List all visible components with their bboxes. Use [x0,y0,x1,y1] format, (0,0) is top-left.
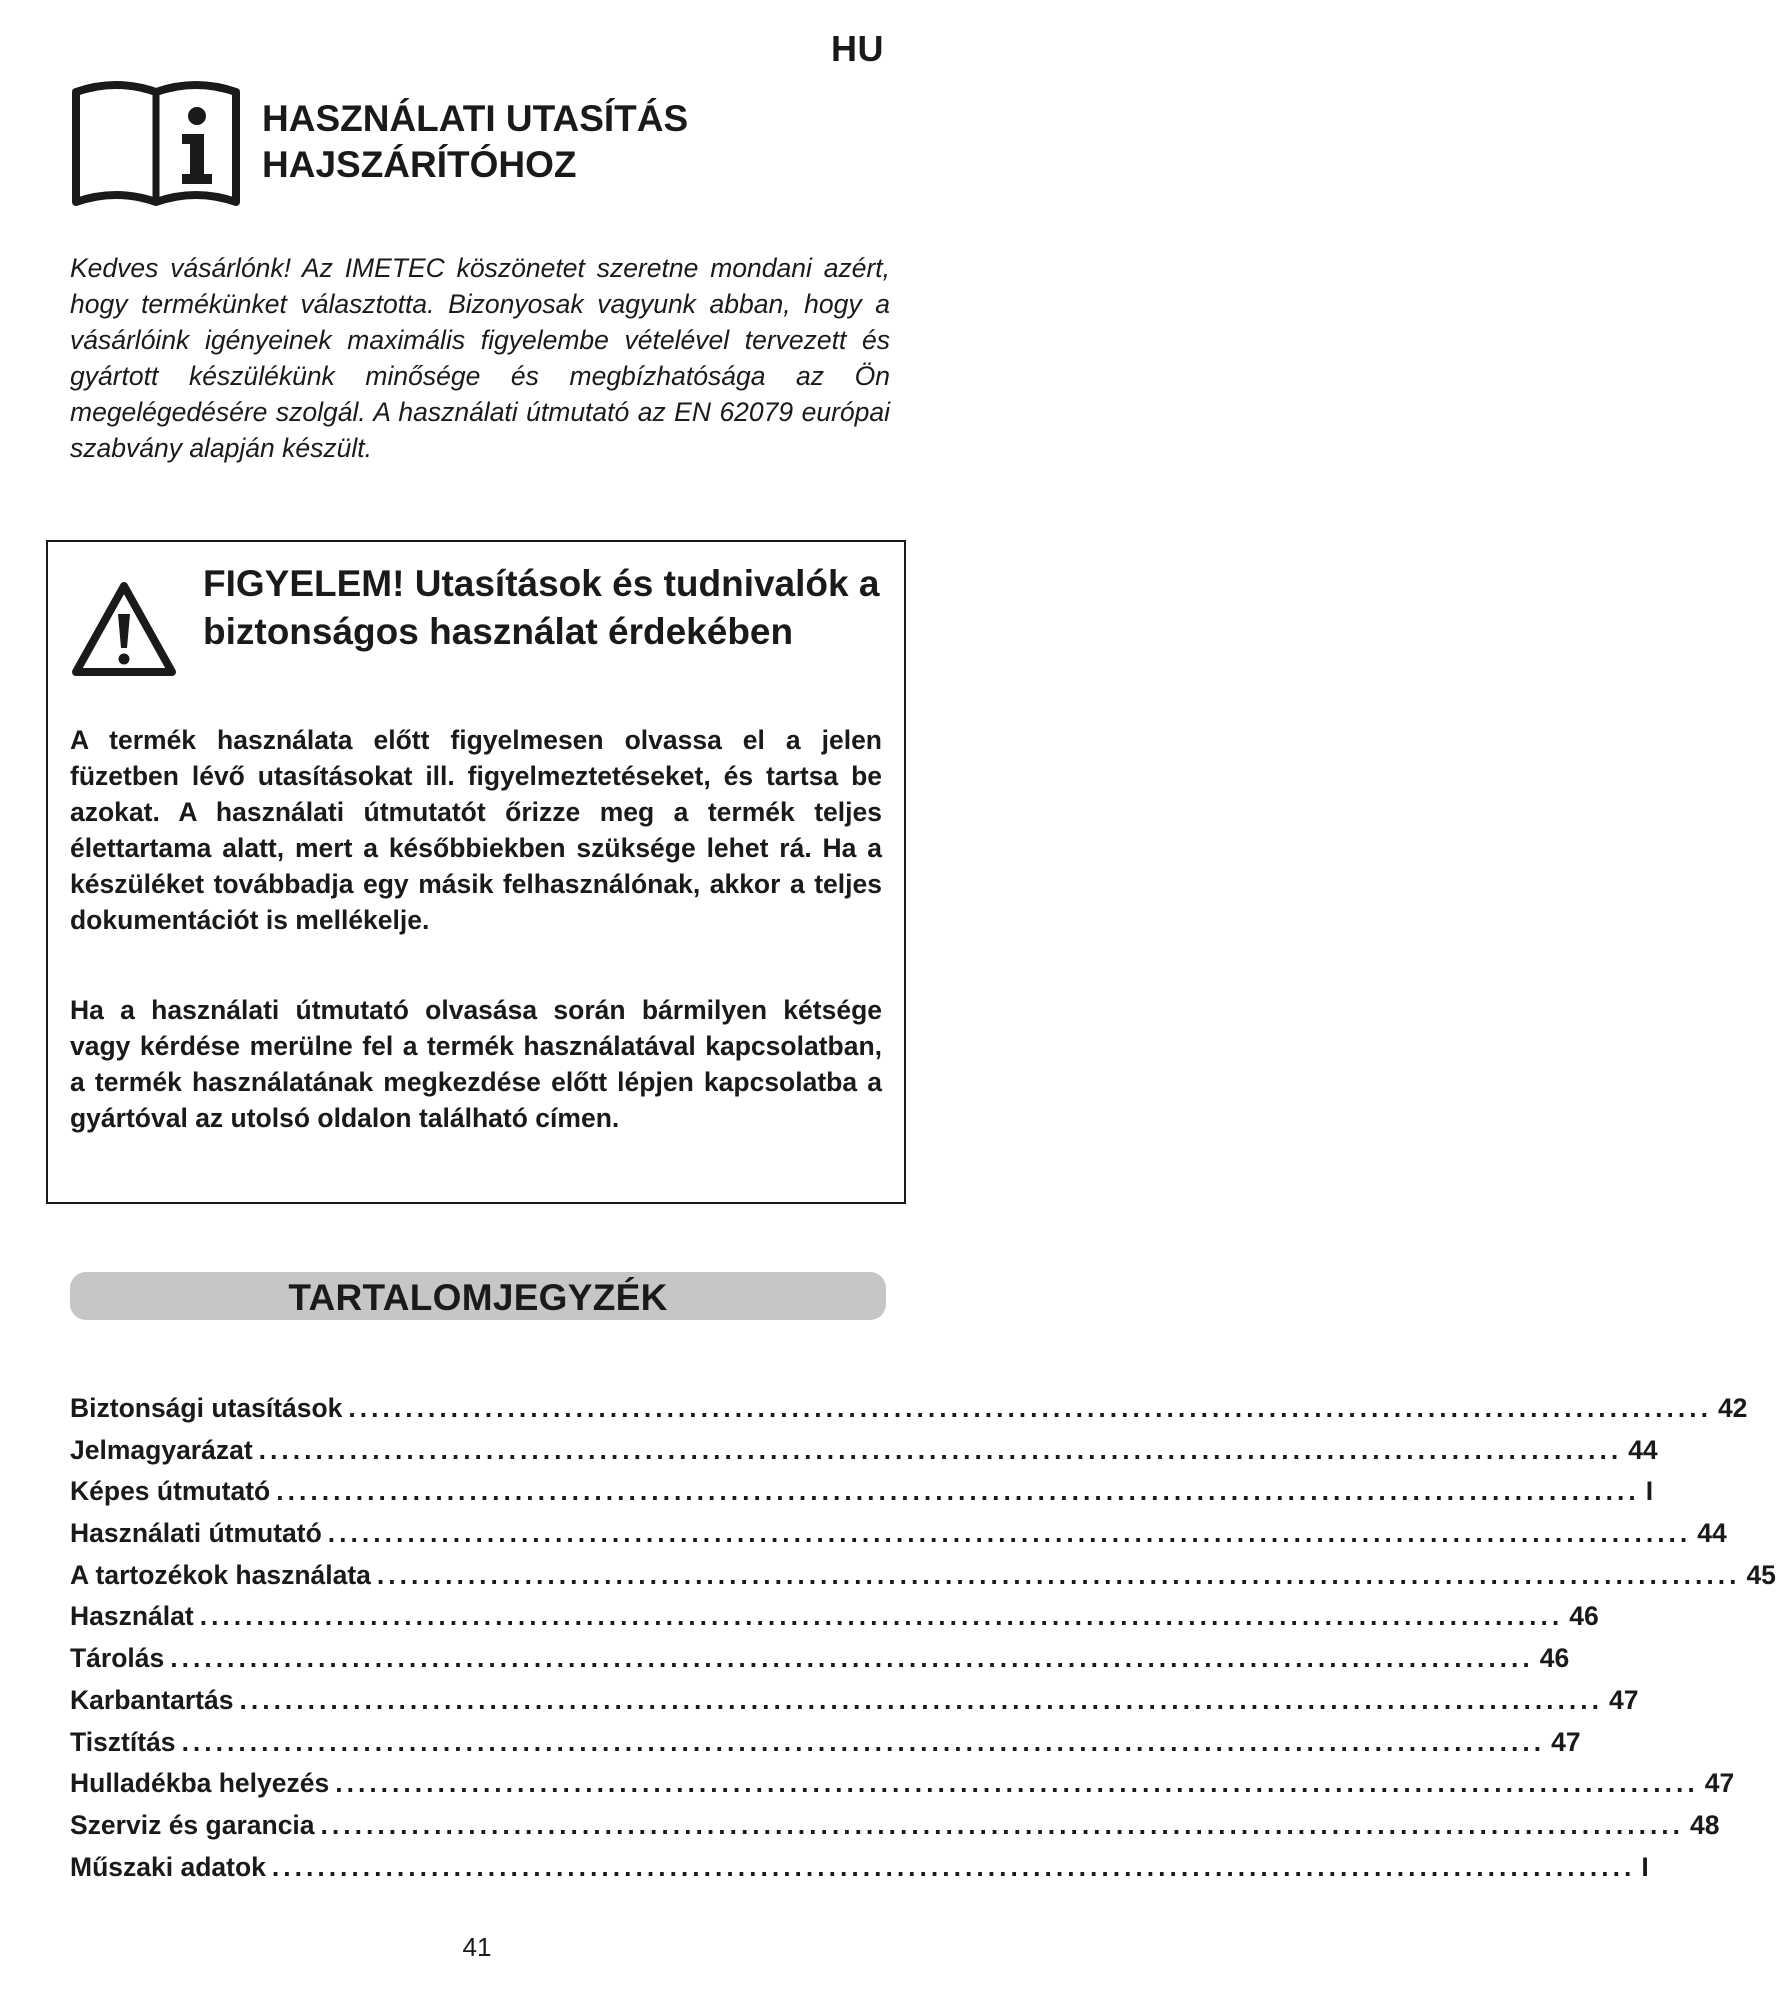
toc-item-page: 46 [1569,1601,1599,1632]
toc-item-page: 46 [1539,1643,1570,1674]
toc-leader-dots: ........................................................................................................................ [258,1434,1623,1465]
toc-leader-dots: ........................................................................................................................ [276,1476,1640,1507]
toc-item[interactable] [70,1434,1658,1477]
toc-item-label: Használati útmutató [70,1518,322,1549]
toc-item-page: I [1645,1476,1654,1507]
page-number: 41 [462,1932,492,1962]
safety-warning-box [46,540,906,1204]
toc-leader-dots: ........................................................................................................................ [327,1518,1692,1549]
toc-leader-dots: ........................................................................................................................ [335,1768,1699,1799]
toc-item-page: I [1641,1851,1649,1882]
warning-paragraph-2: Ha a használati útmutató olvasása során bármilyen kétsége vagy kérdése merülne fel a termék használatával kapcsolatban, a termék használatának megkezdése előtt lépjen kapcsolatba a gyártóval az utolsó oldalon található címen. [70,995,882,1133]
toc-item-page: 44 [1628,1434,1658,1465]
toc-leader-dots: ........................................................................................................................ [320,1809,1685,1840]
toc-item-label: Műszaki adatok [70,1851,266,1882]
toc-leader-dots: ........................................................................................................................ [376,1559,1741,1590]
manual-title [262,96,688,188]
toc-item[interactable] [70,1768,1735,1810]
book-info-icon [70,80,242,208]
warning-title: FIGYELEM! Utasítások és tudnivalók a biztonságos használat érdekében [203,563,880,652]
toc-item[interactable] [70,1601,1599,1643]
toc-leader-dots: ........................................................................................................................ [199,1601,1564,1632]
toc-item[interactable] [70,1851,1649,1894]
table-of-contents [70,1393,1776,1893]
toc-item[interactable] [70,1726,1581,1769]
toc-item[interactable] [70,1518,1727,1560]
language-code: HU [831,28,884,69]
toc-item-label: Karbantartás [70,1684,234,1715]
warning-paragraph-1: A termék használata előtt figyelmesen olvassa el a jelen füzetben lévő utasításokat ill. figyelmeztetéseket, és tartsa be azokat. A használati útmutatót őrizze meg a termék teljes élettartama alatt, mert a későbbiekben szüksége lehet rá. Ha a készüléket továbbadja egy másik felhasználónak, akkor a teljes dokumentációt is mellékelje. [70,725,882,935]
toc-item-page: 44 [1697,1518,1727,1549]
toc-leader-dots: ........................................................................................................................ [348,1393,1712,1423]
toc-leader-dots: ........................................................................................................................ [181,1726,1546,1757]
manual-header [70,80,890,210]
toc-item-label: Biztonsági utasítások [70,1393,343,1423]
toc-item-label: Használat [70,1601,194,1632]
toc-item[interactable] [70,1393,1748,1435]
toc-item[interactable] [70,1559,1776,1602]
toc-item-page: 47 [1551,1726,1581,1757]
toc-heading: TARTALOMJEGYZÉK [288,1277,668,1318]
toc-leader-dots: ........................................................................................................................ [271,1851,1636,1882]
toc-item-label: Képes útmutató [70,1476,271,1507]
toc-item-label: Hulladékba helyezés [70,1768,330,1799]
toc-item[interactable] [70,1684,1639,1727]
toc-item-page: 45 [1746,1559,1776,1590]
toc-item-page: 48 [1690,1809,1720,1840]
warning-triangle-icon [70,580,178,680]
toc-item[interactable] [70,1476,1654,1518]
intro-paragraph: Kedves vásárlónk! Az IMETEC köszönetet szeretne mondani azért, hogy termékünket választotta. Bizonyosak vagyunk abban, hogy a vásárlóink igényeinek maximális figyelembe vételével tervezett és gyártott készülékünk minősége és megbízhatósága az Ön megelégedésére szolgál. A használati útmutató az EN 62079 európai szabvány alapján készült. [70,253,890,463]
toc-item-label: Tisztítás [70,1726,176,1757]
toc-leader-dots: ........................................................................................................................ [170,1643,1534,1674]
toc-item-label: Szerviz és garancia [70,1809,315,1840]
title-line-1: HASZNÁLATI UTASÍTÁS [262,98,689,139]
toc-item-label: A tartozékok használata [70,1559,371,1590]
toc-item[interactable] [70,1809,1720,1852]
toc-item-page: 47 [1609,1684,1639,1715]
toc-item[interactable] [70,1643,1570,1685]
toc-item-page: 47 [1704,1768,1735,1799]
toc-item-label: Jelmagyarázat [70,1434,253,1465]
title-line-2: HAJSZÁRÍTÓHOZ [262,144,577,185]
toc-item-label: Tárolás [70,1643,165,1674]
toc-item-page: 42 [1717,1393,1748,1423]
toc-leader-dots: ........................................................................................................................ [239,1684,1603,1715]
